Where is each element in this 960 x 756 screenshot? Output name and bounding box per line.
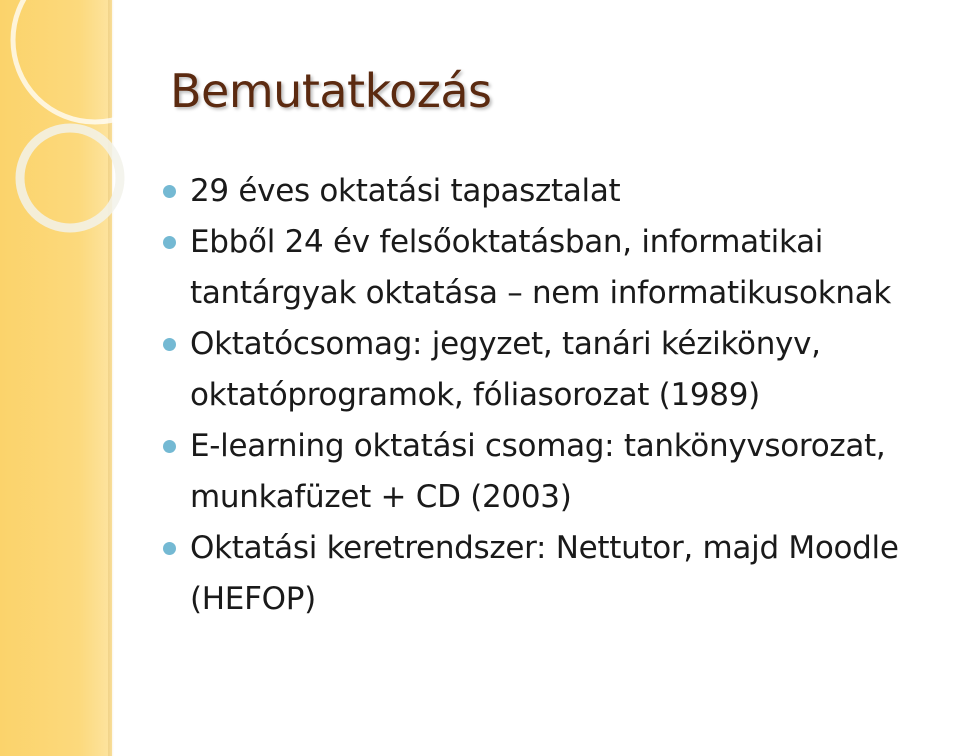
bullet-dot (163, 338, 176, 351)
bullet-text: Ebből 24 év felsőoktatásban, informatikai tantárgyak oktatása – nem informatikusoknak (190, 224, 892, 311)
bullet-text: 29 éves oktatási tapasztalat (190, 173, 621, 209)
bullet-text: Oktatócsomag: jegyzet, tanári kézikönyv, oktatóprogramok, fóliasorozat (1989) (190, 326, 821, 413)
bullet-dot (163, 185, 176, 198)
bullet-dot (163, 440, 176, 453)
decorative-ring-large (13, 0, 177, 122)
bullet-dot (163, 542, 176, 555)
bullet-text: E-learning oktatási csomag: tankönyvsorozat, munkafüzet + CD (2003) (190, 428, 886, 515)
decorative-ring-small (20, 128, 120, 228)
slide-title: Bemutatkozás (170, 64, 492, 118)
bullet-dot (163, 236, 176, 249)
bullet-item (160, 421, 960, 523)
bullet-item (160, 166, 960, 217)
bullet-item (160, 217, 960, 319)
bullet-item (160, 319, 960, 421)
bullet-item (160, 523, 960, 625)
bullet-list (160, 166, 960, 625)
bullet-text: Oktatási keretrendszer: Nettutor, majd Moodle (HEFOP) (190, 530, 899, 617)
